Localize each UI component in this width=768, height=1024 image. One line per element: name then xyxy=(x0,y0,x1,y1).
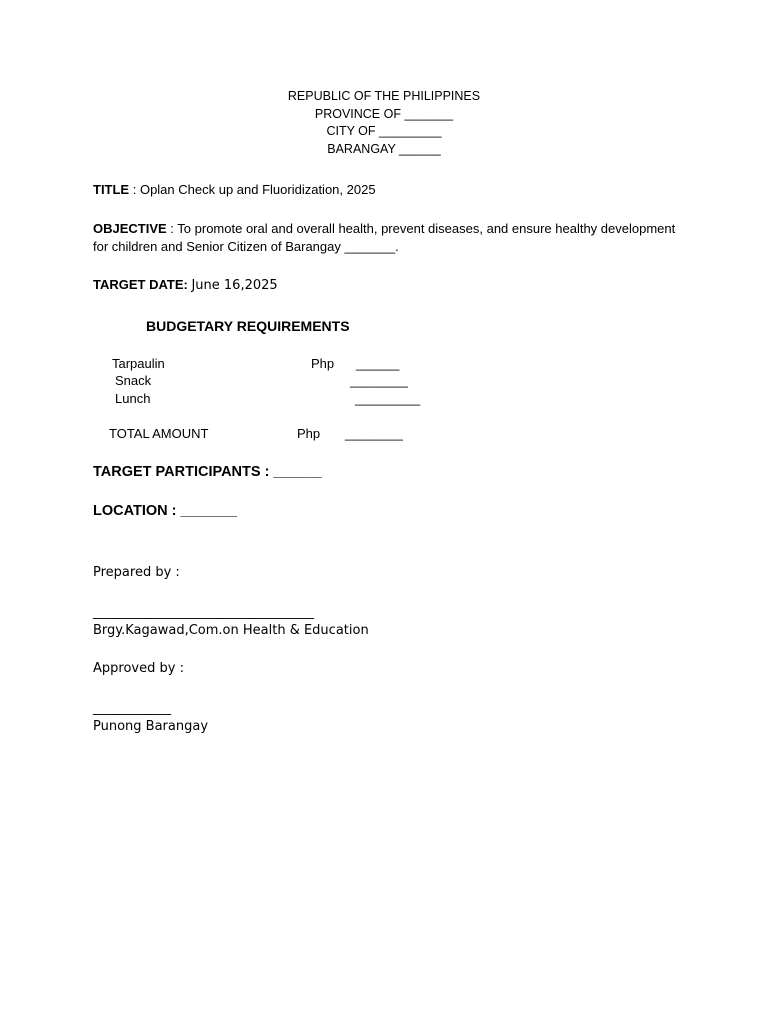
objective-text-1: To promote oral and overall health, prevent diseases, and ensure healthy development xyxy=(177,221,676,236)
header-barangay: BARANGAY ______ xyxy=(327,142,441,156)
prepared-by-name: Brgy.Kagawad,Com.on Health & Education xyxy=(93,623,369,638)
title-line xyxy=(93,183,376,196)
budget-item-amount: ______ xyxy=(356,356,400,371)
budget-item-name: Snack xyxy=(115,373,152,388)
header-city: CITY OF _________ xyxy=(326,124,442,138)
prepared-by-label: Prepared by : xyxy=(93,565,180,580)
target-date-value: June 16,2025 xyxy=(191,278,278,293)
approved-by-name: Punong Barangay xyxy=(93,719,209,734)
objective-text-2: for children and Senior Citizen of Barangay _______. xyxy=(93,239,399,254)
objective-sep: : xyxy=(166,221,178,236)
objective-label: OBJECTIVE xyxy=(93,221,167,236)
budget-item-amount: _________ xyxy=(355,391,421,406)
header-republic: REPUBLIC OF THE PHILIPPINES xyxy=(287,89,481,103)
target-date-label: TARGET DATE: xyxy=(93,277,188,292)
total-amount-label: TOTAL AMOUNT xyxy=(109,426,209,441)
objective-line-1 xyxy=(93,222,675,235)
budget-item-name: Tarpaulin xyxy=(112,356,165,371)
title-sep: : xyxy=(129,182,140,197)
header-province: PROVINCE OF _______ xyxy=(314,107,454,121)
total-amount-currency: Php xyxy=(297,426,321,441)
location: LOCATION : _______ xyxy=(93,503,237,519)
title-value: Oplan Check up and Fluoridization, 2025 xyxy=(139,182,376,197)
budget-heading: BUDGETARY REQUIREMENTS xyxy=(146,318,350,334)
target-date-line xyxy=(93,278,278,292)
approved-signature-line: ____________ xyxy=(93,701,171,716)
approved-by-label: Approved by : xyxy=(93,661,184,676)
target-participants: TARGET PARTICIPANTS : ______ xyxy=(93,464,322,480)
prepared-signature-line: __________________________________ xyxy=(93,605,314,620)
budget-item-currency: Php xyxy=(311,356,335,371)
budget-item-amount: ________ xyxy=(350,373,408,388)
budget-item-name: Lunch xyxy=(115,391,151,406)
total-amount-value: ________ xyxy=(345,426,403,441)
title-label: TITLE xyxy=(93,182,130,197)
